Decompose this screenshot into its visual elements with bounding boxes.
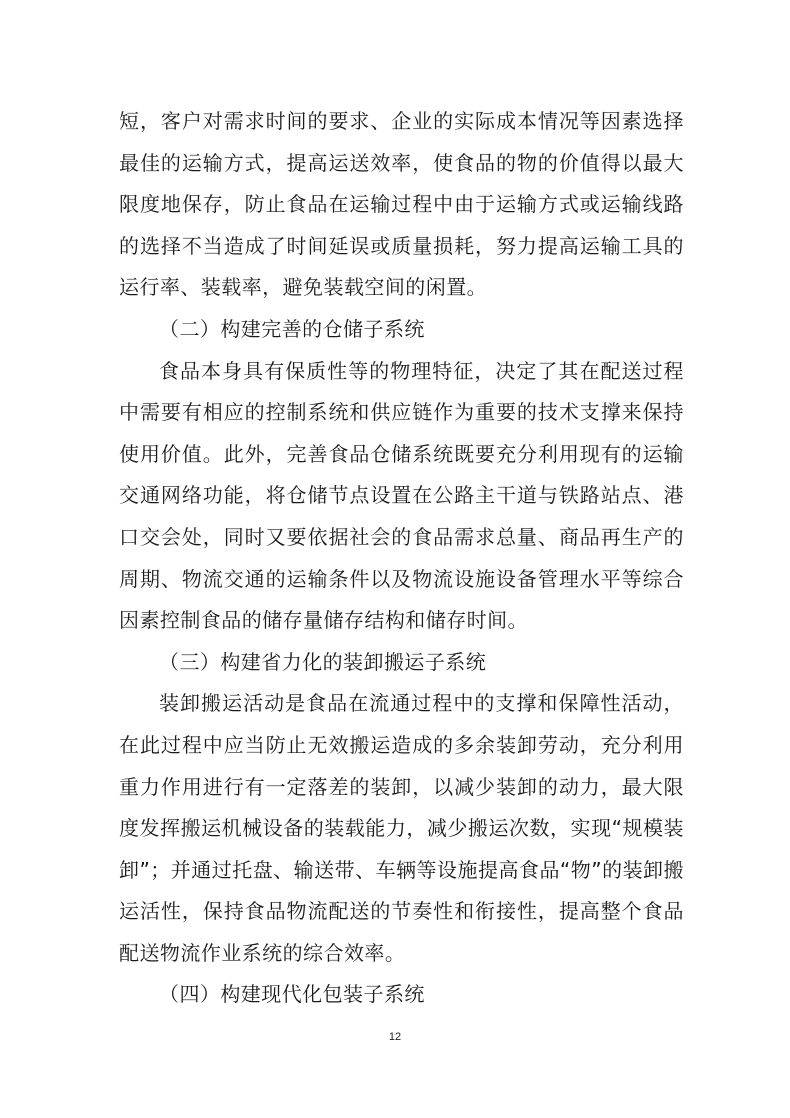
page-number: 12 (388, 1031, 402, 1043)
paragraph-handling: 装卸搬运活动是食品在流通过程中的支撑和保障性活动，在此过程中应当防止无效搬运造成的多余装卸劳动，充分利用重力作用进行有一定落差的装卸，以减少装卸的动力，最大限度发挥搬运机械设备的装载能力，减少搬运次数，实现“规模装卸”；并通过托盘、输送带、车辆等设施提高食品“物”的装卸搬运活性，保持食品物流配送的节奏性和衔接性，提高整个食品配送物流作业系统的综合效率。 (119, 691, 684, 965)
heading-handling-subsystem: （三）构建省力化的装卸搬运子系统 (159, 649, 487, 674)
paragraph-transport-continued: 短，客户对需求时间的要求、企业的实际成本情况等因素选择最佳的运输方式，提高运送效率，使食品的物的价值得以最大限度地保存，防止食品在运输过程中由于运输方式或运输线路的选择不当造成了时间延误或质量损耗，努力提高运输工具的运行率、装载率，避免装载空间的闲置。 (119, 109, 684, 300)
document-body (119, 101, 684, 1016)
heading-packaging-subsystem: （四）构建现代化包装子系统 (159, 982, 425, 1007)
paragraph-storage: 食品本身具有保质性等的物理特征，决定了其在配送过程中需要有相应的控制系统和供应链作为重要的技术支撑来保持使用价值。此外，完善食品仓储系统既要充分利用现有的运输交通网络功能，将仓储节点设置在公路主干道与铁路站点、港口交会处，同时又要依据社会的食品需求总量、商品再生产的周期、物流交通的运输条件以及物流设施设备管理水平等综合因素控制食品的储存量储存结构和储存时间。 (119, 358, 684, 633)
heading-storage-subsystem: （二）构建完善的仓储子系统 (159, 316, 425, 341)
